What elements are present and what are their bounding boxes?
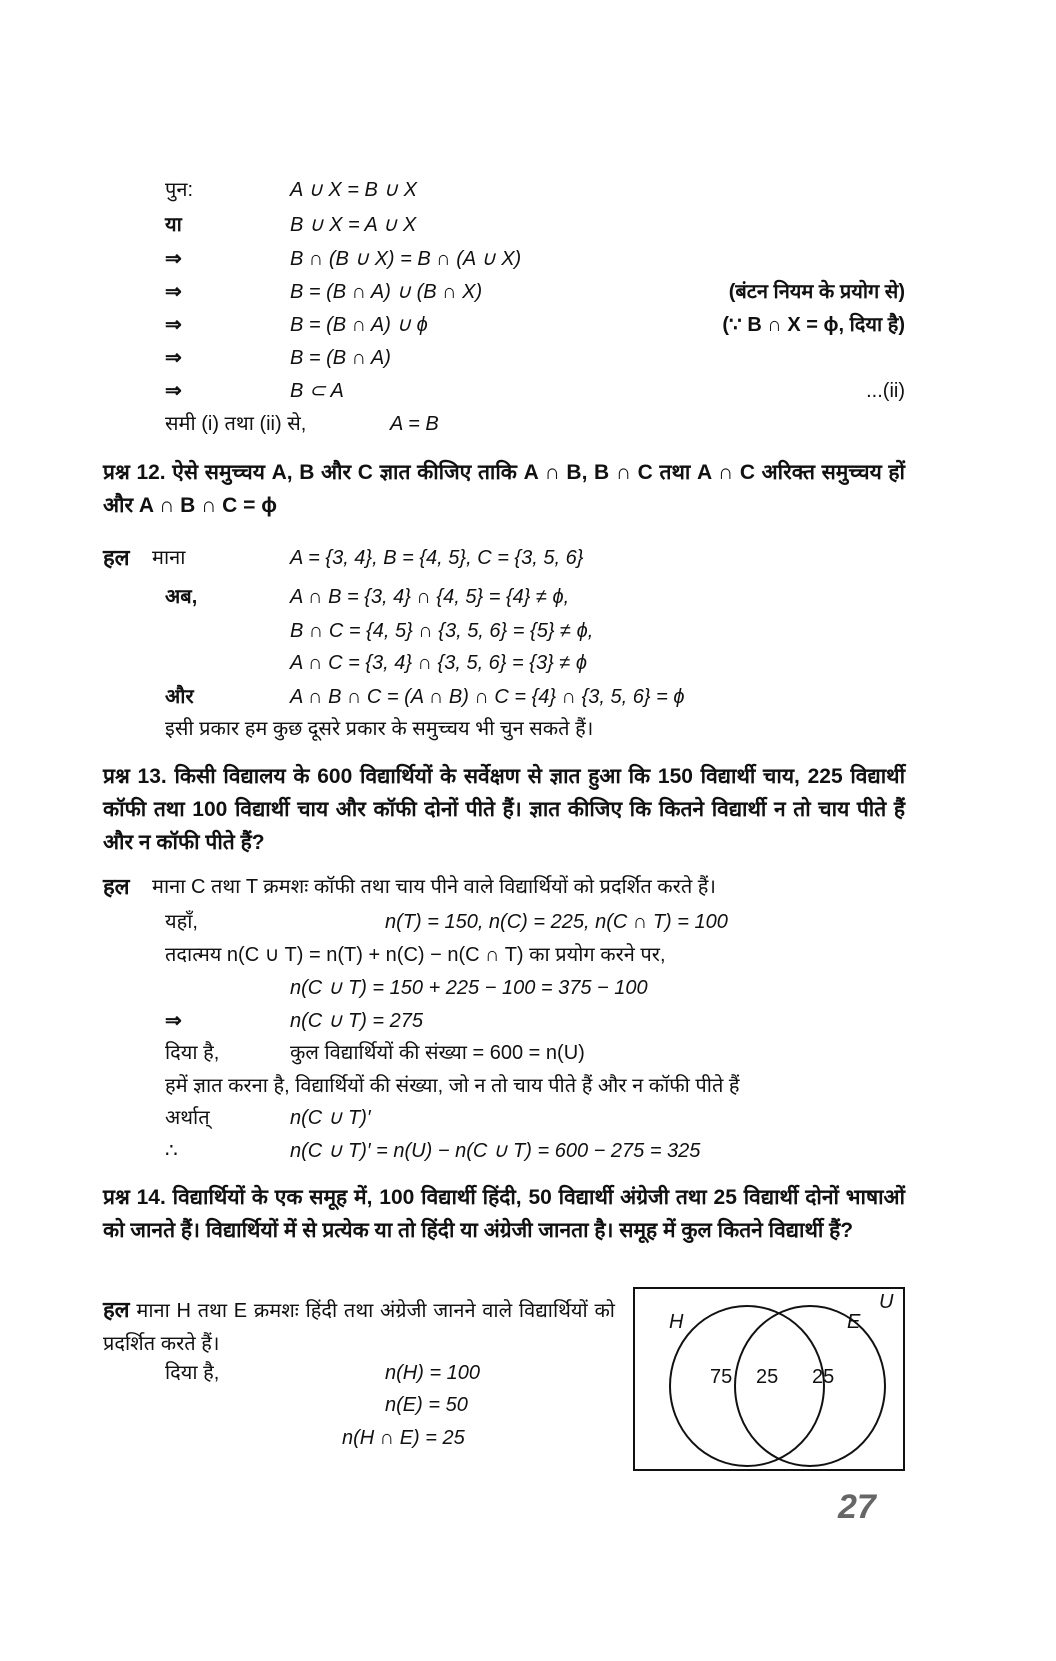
- proof-label: ⇒: [165, 347, 182, 369]
- proof-math: B ∩ (B ∪ X) = B ∩ (A ∪ X): [290, 248, 522, 270]
- only-h-value: 75: [710, 1366, 733, 1388]
- proof-label: पुन:: [165, 179, 194, 201]
- only-e-value: 25: [812, 1366, 835, 1388]
- question-13-title: प्रश्न 13.: [103, 765, 167, 788]
- given-nhe: n(H ∩ E) = 25: [342, 1427, 465, 1449]
- question-13: [103, 760, 905, 859]
- page-number: 27: [838, 1488, 876, 1526]
- find-text: हमें ज्ञात करना है, विद्यार्थियों की संख्या, जो न तो चाय पीते हैं और न कॉफी पीते हैं: [165, 1075, 740, 1097]
- therefore-label: ∴: [165, 1140, 178, 1162]
- proof-math: B = (B ∩ A) ∪ (B ∩ X): [290, 281, 483, 303]
- venn-diagram: [633, 1287, 905, 1471]
- question-14-title: प्रश्न 14.: [103, 1186, 166, 1209]
- calc-1: n(C ∪ T) = 150 + 225 − 100 = 375 − 100: [290, 977, 648, 999]
- proof-math: A ∪ X = B ∪ X: [290, 179, 417, 201]
- proof-conclusion-math: A = B: [390, 413, 439, 435]
- step-math: A ∩ C = {3, 4} ∩ {3, 5, 6} = {3} ≠ ϕ: [290, 652, 587, 674]
- q14-solution-intro: [103, 1293, 615, 1361]
- here-math: n(T) = 150, n(C) = 225, n(C ∩ T) = 100: [385, 911, 728, 933]
- given-label: दिया है,: [165, 1362, 220, 1384]
- proof-label: या: [165, 214, 182, 236]
- question-13-text: किसी विद्यालय के 600 विद्यार्थियों के सर्वेक्षण से ज्ञात हुआ कि 150 विद्यार्थी चाय, 225 विद्यार्थी कॉफी तथा 100 विद्यार्थी चाय और कॉफी दोनों पीते हैं। ज्ञात कीजिए कि कितने विद्यार्थी न तो चाय पीते हैं और न कॉफी पीते हैं?: [103, 765, 906, 854]
- question-14-text: विद्यार्थियों के एक समूह में, 100 विद्यार्थी हिंदी, 50 विद्यार्थी अंग्रेजी तथा 25 विद्यार्थी दोनों भाषाओं को जानते हैं। विद्यार्थियों में से प्रत्येक या तो हिंदी या अंग्रेजी जानता है। समूह में कुल कितने विद्यार्थी हैं?: [103, 1186, 905, 1242]
- proof-note: (बंटन नियम के प्रयोग से): [728, 281, 905, 303]
- given-label: दिया है,: [165, 1042, 220, 1064]
- question-12-text: ऐसे समुच्चय A, B और C ज्ञात कीजिए ताकि A ∩ B, B ∩ C तथा A ∩ C अरिक्त समुच्चय हों और A ∩ B ∩ C = ϕ: [103, 461, 905, 517]
- proof-label: ⇒: [165, 380, 182, 402]
- question-12: [103, 456, 905, 522]
- given-text: कुल विद्यार्थियों की संख्या = 600 = n(U): [290, 1042, 585, 1064]
- solution-intro: माना: [152, 547, 186, 569]
- given-ne: n(E) = 50: [385, 1394, 468, 1416]
- given-nh: n(H) = 100: [385, 1362, 481, 1384]
- solution-intro: माना C तथा T क्रमशः कॉफी तथा चाय पीने वाले विद्यार्थियों को प्रदर्शित करते हैं।: [152, 876, 716, 898]
- step-label: और: [165, 686, 194, 708]
- proof-math: B = (B ∩ A): [290, 347, 391, 369]
- calc-2: n(C ∪ T) = 275: [290, 1010, 424, 1032]
- solution-math: A = {3, 4}, B = {4, 5}, C = {3, 5, 6}: [290, 547, 584, 569]
- set-h-label: H: [669, 1311, 684, 1333]
- here-label: यहाँ,: [165, 911, 198, 933]
- step-math: B ∩ C = {4, 5} ∩ {3, 5, 6} = {5} ≠ ϕ,: [290, 620, 594, 642]
- proof-label: ⇒: [165, 248, 182, 270]
- ie-math: n(C ∪ T)′: [290, 1107, 371, 1129]
- set-e-label: E: [847, 1311, 861, 1333]
- calc-2-label: ⇒: [165, 1010, 182, 1032]
- question-14: [103, 1181, 905, 1247]
- circle-h: [670, 1306, 824, 1466]
- identity-text: तदात्मय n(C ∪ T) = n(T) + n(C) − n(C ∩ T) का प्रयोग करने पर,: [165, 944, 666, 966]
- universe-label: U: [879, 1291, 894, 1313]
- therefore-math: n(C ∪ T)′ = n(U) − n(C ∪ T) = 600 − 275 = 325: [290, 1140, 701, 1162]
- both-value: 25: [756, 1366, 779, 1388]
- solution-intro: माना H तथा E क्रमशः हिंदी तथा अंग्रेजी जानने वाले विद्यार्थियों को प्रदर्शित करते हैं।: [103, 1300, 615, 1355]
- proof-label: ⇒: [165, 314, 182, 336]
- proof-math: B ∪ X = A ∪ X: [290, 214, 417, 236]
- step-label: अब,: [165, 586, 198, 608]
- question-12-title: प्रश्न 12.: [103, 461, 166, 484]
- proof-note: (∵ B ∩ X = ϕ, दिया है): [722, 314, 905, 336]
- step-math: A ∩ B ∩ C = (A ∩ B) ∩ C = {4} ∩ {3, 5, 6} = ϕ: [290, 686, 685, 708]
- closing-text: इसी प्रकार हम कुछ दूसरे प्रकार के समुच्चय भी चुन सकते हैं।: [165, 718, 594, 740]
- ie-label: अर्थात्: [165, 1107, 210, 1129]
- proof-math: B = (B ∩ A) ∪ ϕ: [290, 314, 428, 336]
- solution-label: हल: [103, 874, 130, 899]
- proof-math: B ⊂ A: [290, 380, 344, 402]
- step-math: A ∩ B = {3, 4} ∩ {4, 5} = {4} ≠ ϕ,: [290, 586, 570, 608]
- solution-label: हल: [103, 1297, 130, 1322]
- solution-label: हल: [103, 545, 130, 570]
- proof-conclusion-label: समी (i) तथा (ii) से,: [165, 413, 307, 435]
- proof-note: ...(ii): [866, 380, 905, 402]
- proof-label: ⇒: [165, 281, 182, 303]
